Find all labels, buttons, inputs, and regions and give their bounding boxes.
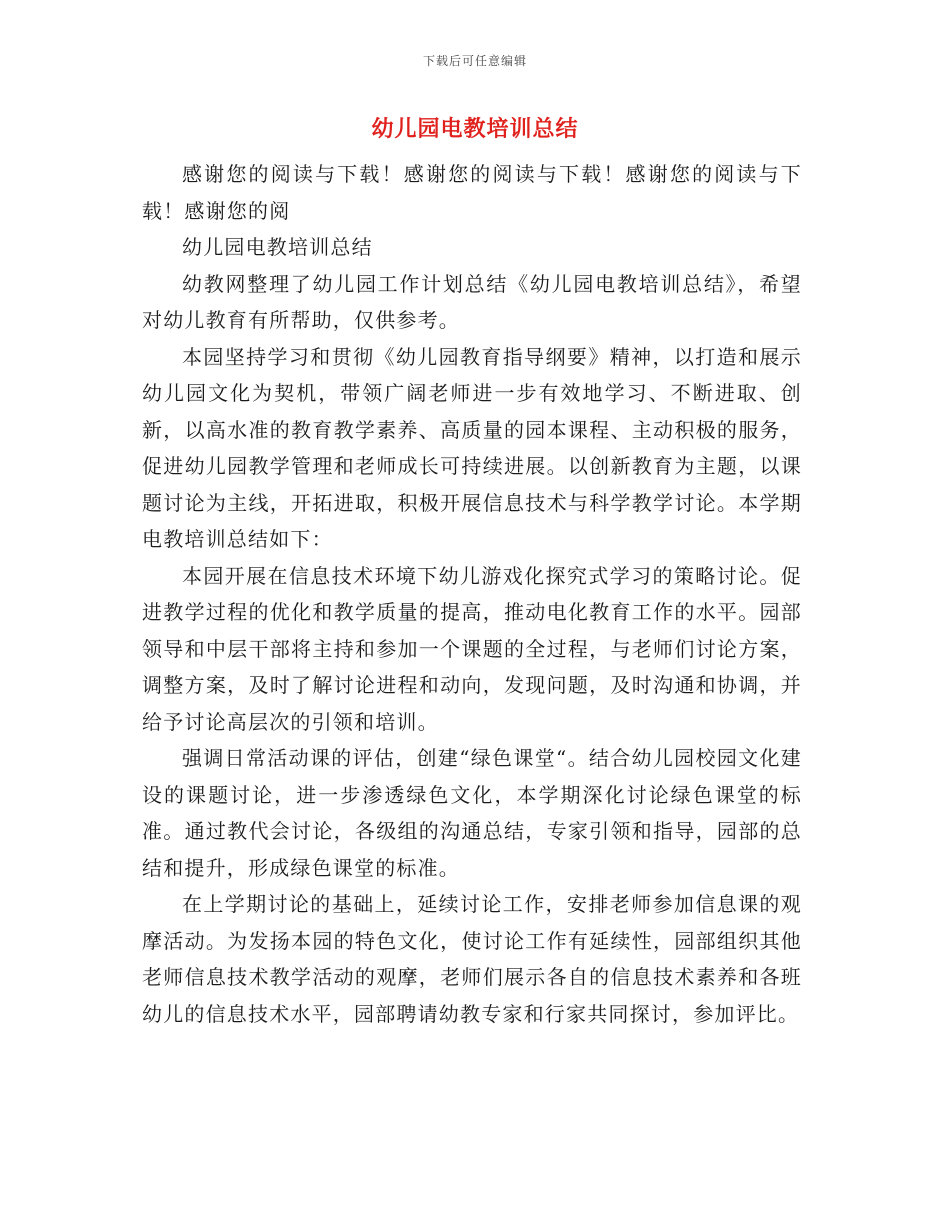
paragraph-intro: 幼教网整理了幼儿园工作计划总结《幼儿园电教培训总结》，希望对幼儿教育有所帮助，仅供参考。 (142, 271, 802, 332)
document-body (142, 156, 802, 1032)
paragraph-thanks: 感谢您的阅读与下载！感谢您的阅读与下载！感谢您的阅读与下载！感谢您的阅 (142, 162, 802, 223)
paragraph-green-classroom: 强调日常活动课的评估，创建“绿色课堂“。结合幼儿园校园文化建设的课题讨论，进一步渗透绿色文化，本学期深化讨论绿色课堂的标准。通过教代会讨论，各级组的沟通总结，专家引领和指导，园部的总结和提升，形成绿色课堂的标准。 (142, 746, 802, 880)
paragraph-overview: 本园坚持学习和贯彻《幼儿园教育指导纲要》精神，以打造和展示幼儿园文化为契机，带领广阔老师进一步有效地学习、不断进取、创新，以高水准的教育教学素养、高质量的园本课程、主动积极的服务，促进幼儿园教学管理和老师成长可持续进展。以创新教育为主题，以课题讨论为主线，开拓进取，积极开展信息技术与科学教学讨论。本学期电教培训总结如下： (142, 344, 802, 551)
paragraph-subtitle: 幼儿园电教培训总结 (182, 235, 373, 259)
paragraph-research: 本园开展在信息技术环境下幼儿游戏化探究式学习的策略讨论。促进教学过程的优化和教学质量的提高，推动电化教育工作的水平。园部领导和中层干部将主持和参加一个课题的全过程，与老师们讨论方案，调整方案，及时了解讨论进程和动向，发现问题，及时沟通和协调，并给予讨论高层次的引领和培训。 (142, 563, 802, 734)
paragraph-observation: 在上学期讨论的基础上，延续讨论工作，安排老师参加信息课的观摩活动。为发扬本园的特色文化，使讨论工作有延续性，园部组织其他老师信息技术教学活动的观摩，老师们展示各自的信息技术素养和各班幼儿的信息技术水平，园部聘请幼教专家和行家共同探讨，参加评比。 (142, 892, 802, 1026)
document-title: 幼儿园电教培训总结 (371, 117, 579, 142)
header-note: 下载后可任意编辑 (422, 54, 527, 68)
